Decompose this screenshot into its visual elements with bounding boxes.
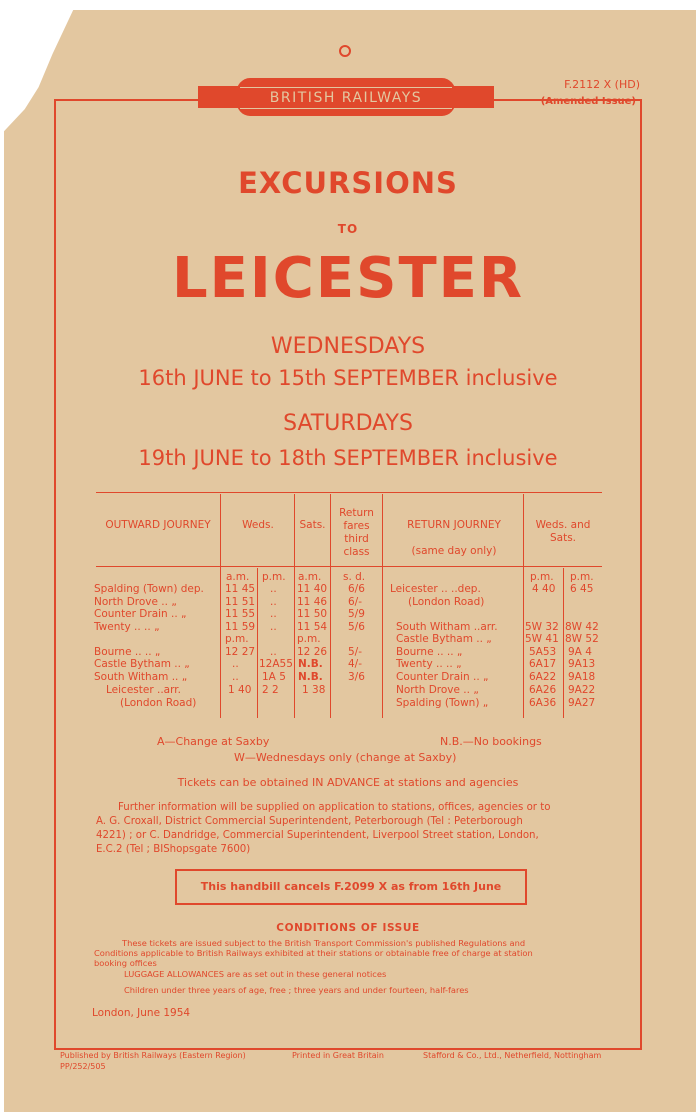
- weds-pm-time: 12A55: [259, 658, 293, 670]
- return-station: Spalding (Town) „: [396, 697, 489, 709]
- outward-station: Twenty .. .. „: [94, 621, 160, 633]
- cancel-notice: This handbill cancels F.2099 X as from 16th June: [175, 869, 527, 905]
- tickets-note: Tickets can be obtained IN ADVANCE at stations and agencies: [177, 776, 519, 789]
- outward-station: Spalding (Town) dep.: [94, 583, 204, 595]
- issue-note: (Amended Issue): [540, 96, 636, 107]
- return-time-1: 6A22: [529, 671, 557, 683]
- return-time-2: 9A18: [568, 671, 596, 683]
- conditions-line: Conditions applicable to British Railways exhibited at their stations or obtainable free of charge at station: [94, 948, 533, 958]
- table-top-rule: [96, 492, 602, 493]
- sats-time: 11 46: [297, 596, 328, 608]
- sats-time: N.B.: [298, 671, 323, 683]
- fare-value: 3/6: [348, 671, 365, 683]
- weds-pm-mark: p.m.: [225, 633, 249, 645]
- children-note: Children under three years of age, free ; three years and under fourteen, half-fares: [124, 985, 469, 995]
- schedule-range-1: 16th JUNE to 15th SEPTEMBER inclusive: [138, 366, 558, 390]
- outward-station: South Witham .. „: [94, 671, 188, 683]
- imprint-publisher: Published by British Railways (Eastern Region): [60, 1051, 246, 1060]
- return-time-1: 5W 32: [525, 621, 559, 633]
- schedule-day-1: WEDNESDAYS: [270, 334, 426, 359]
- headline-title: EXCURSIONS: [238, 166, 458, 200]
- luggage-note: LUGGAGE ALLOWANCES are as set out in these general notices: [124, 969, 387, 979]
- table-header-rule: [96, 566, 602, 567]
- subhead-pm: p.m.: [570, 571, 594, 583]
- sats-time: 11 40: [297, 583, 328, 595]
- conditions-text: [94, 938, 606, 968]
- outward-station: (London Road): [120, 697, 197, 709]
- weds-am-time: ..: [232, 658, 239, 670]
- subhead-am: a.m.: [226, 571, 250, 583]
- headline-to: TO: [337, 222, 359, 236]
- sats-time: 11 50: [297, 608, 328, 620]
- form-reference: F.2112 X (HD): [564, 78, 640, 91]
- subhead-pm: p.m.: [262, 571, 286, 583]
- return-time-1: 5A53: [529, 646, 557, 658]
- return-time-2: 9A22: [568, 684, 596, 696]
- weds-pm-time: 2 2: [262, 684, 279, 696]
- weds-am-time: ..: [232, 671, 239, 683]
- fare-value: 6/6: [348, 583, 365, 595]
- imprint-printer: Stafford & Co., Ltd., Netherfield, Nottingham: [423, 1051, 602, 1060]
- return-time-2: 9A27: [568, 697, 596, 709]
- weds-pm-time: ..: [270, 646, 277, 658]
- subhead-am: a.m.: [298, 571, 322, 583]
- header-return-sub: (same day only): [411, 545, 497, 557]
- fare-value: 6/-: [348, 596, 363, 608]
- imprint-printed: Printed in Great Britain: [292, 1051, 384, 1060]
- return-time-1: 6A26: [529, 684, 557, 696]
- header-fares: Return fares third class: [339, 507, 374, 558]
- weds-pm-time: ..: [270, 596, 277, 608]
- return-time-1: 4 40: [532, 583, 556, 595]
- key-w: W—Wednesdays only (change at Saxby): [234, 751, 457, 764]
- fare-value: 5/6: [348, 621, 365, 633]
- return-station: Leicester .. ..dep.: [390, 583, 481, 595]
- weds-am-time: 11 51: [225, 596, 256, 608]
- info-line: E.C.2 (Tel ; BIShopsgate 7600): [96, 844, 251, 855]
- conditions-heading: CONDITIONS OF ISSUE: [276, 922, 420, 934]
- sats-time: N.B.: [298, 658, 323, 670]
- info-line: Further information will be supplied on application to stations, offices, agencies or to: [118, 802, 551, 813]
- return-time-2: 9A 4: [568, 646, 592, 658]
- conditions-line: booking offices: [94, 958, 157, 968]
- table-divider: [382, 494, 383, 718]
- weds-am-time: 11 59: [225, 621, 256, 633]
- fare-value: 4/-: [348, 658, 363, 670]
- place-date: London, June 1954: [92, 1007, 191, 1019]
- weds-am-time: 11 55: [225, 608, 256, 620]
- weds-am-time: 12 27: [225, 646, 256, 658]
- header-weds: Weds.: [242, 519, 274, 531]
- fare-value: 5/-: [348, 646, 363, 658]
- return-station: Bourne .. .. „: [396, 646, 463, 658]
- sats-time: 12 26: [297, 646, 328, 658]
- further-info: [96, 801, 606, 857]
- fare-value: 5/9: [348, 608, 365, 620]
- conditions-line: These tickets are issued subject to the British Transport Commission's published Regulations and: [122, 938, 526, 948]
- table-subdivider: [257, 568, 258, 718]
- subhead-pm: p.m.: [530, 571, 554, 583]
- return-station: Counter Drain .. „: [396, 671, 489, 683]
- outward-station: Leicester ..arr.: [106, 684, 181, 696]
- return-station: South Witham ..arr.: [396, 621, 498, 633]
- sats-time: 1 38: [302, 684, 326, 696]
- key-nb: N.B.—No bookings: [440, 735, 542, 748]
- table-subdivider: [563, 568, 564, 718]
- imprint-code: PP/252/505: [60, 1062, 106, 1071]
- header-sats: Sats.: [299, 519, 326, 531]
- subhead-sd: s. d.: [343, 571, 366, 583]
- destination-title: LEICESTER: [171, 246, 525, 311]
- header-weds-sats: Weds. and Sats.: [535, 519, 591, 544]
- table-divider: [220, 494, 221, 718]
- return-station: (London Road): [408, 596, 485, 608]
- table-divider: [523, 494, 524, 718]
- return-time-2: 8W 42: [565, 621, 599, 633]
- outward-station: North Drove .. „: [94, 596, 177, 608]
- return-station: North Drove .. „: [396, 684, 479, 696]
- weds-am-time: 1 40: [228, 684, 252, 696]
- weds-pm-time: ..: [270, 608, 277, 620]
- info-line: A. G. Croxall, District Commercial Superintendent, Peterborough (Tel : Peterborough: [96, 816, 523, 827]
- return-station: Castle Bytham .. „: [396, 633, 492, 645]
- header-outward: OUTWARD JOURNEY: [105, 519, 211, 531]
- return-time-2: 8W 52: [565, 633, 599, 645]
- hanging-ring: [339, 45, 351, 57]
- return-time-2: 6 45: [570, 583, 594, 595]
- weds-pm-time: ..: [270, 583, 277, 595]
- key-a: A—Change at Saxby: [157, 735, 270, 748]
- return-time-2: 9A13: [568, 658, 596, 670]
- schedule-day-2: SATURDAYS: [283, 411, 413, 436]
- header-return: RETURN JOURNEY: [407, 519, 501, 531]
- schedule-range-2: 19th JUNE to 18th SEPTEMBER inclusive: [138, 446, 558, 470]
- outward-station: Counter Drain .. „: [94, 608, 187, 620]
- return-station: Twenty .. .. „: [396, 658, 462, 670]
- return-time-1: 5W 41: [525, 633, 559, 645]
- return-time-1: 6A17: [529, 658, 557, 670]
- info-line: 4221) ; or C. Dandridge, Commercial Superintendent, Liverpool Street station, London,: [96, 830, 539, 841]
- weds-pm-time: 1A 5: [262, 671, 286, 683]
- sats-time: 11 54: [297, 621, 328, 633]
- outward-station: Castle Bytham .. „: [94, 658, 190, 670]
- sats-pm-mark: p.m.: [297, 633, 321, 645]
- brand-logo: BRITISH RAILWAYS: [240, 87, 452, 109]
- weds-am-time: 11 45: [225, 583, 256, 595]
- outward-station: Bourne .. .. „: [94, 646, 161, 658]
- weds-pm-time: ..: [270, 621, 277, 633]
- return-time-1: 6A36: [529, 697, 557, 709]
